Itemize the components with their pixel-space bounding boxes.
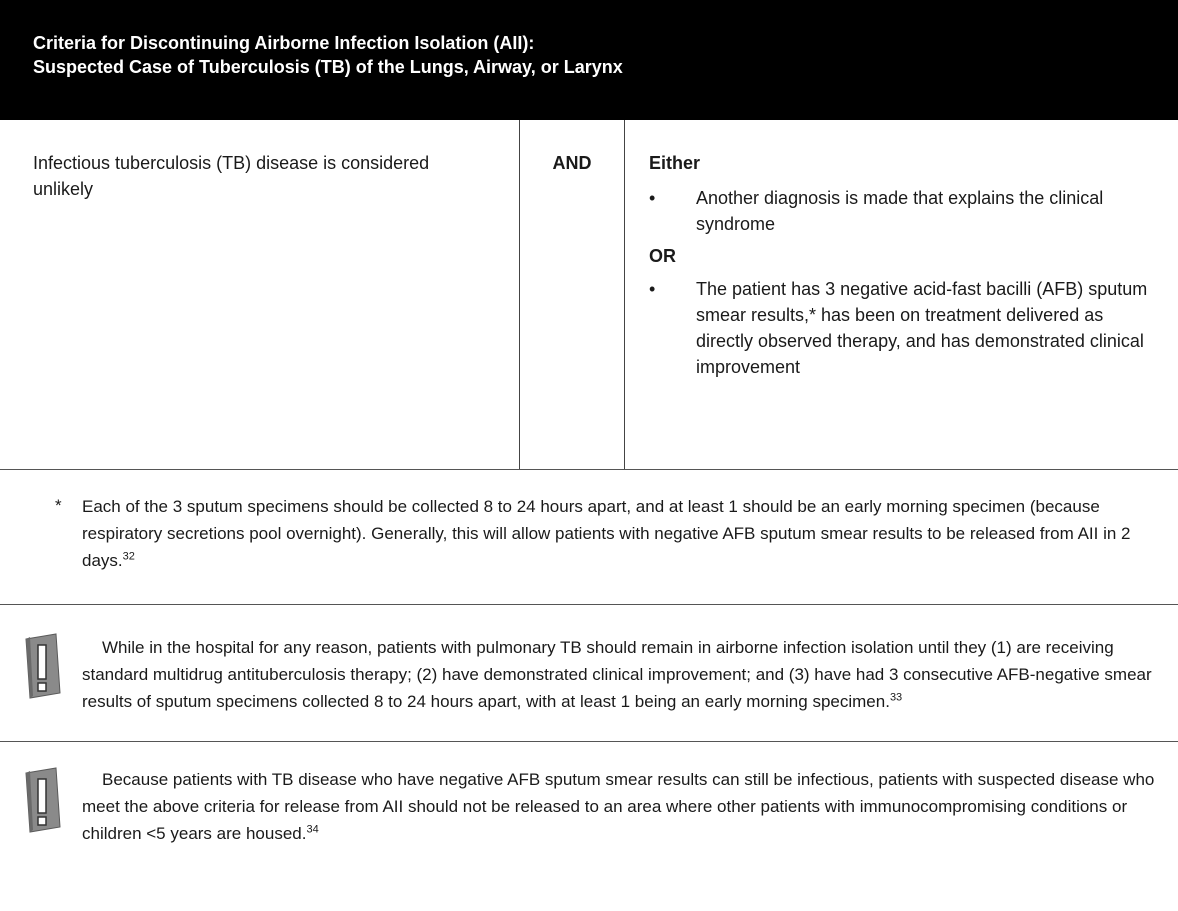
criteria-row <box>0 120 1178 470</box>
header-title-line2: Suspected Case of Tuberculosis (TB) of the Lungs, Airway, or Larynx <box>33 57 623 77</box>
criteria-bullet <box>649 185 1149 237</box>
bullet-text: Another diagnosis is made that explains the clinical syndrome <box>696 188 1104 234</box>
exclamation-warning-icon <box>24 633 62 699</box>
note-body: Because patients with TB disease who have negative AFB sputum smear results can still be infectious, patients with suspected disease who meet the above criteria for release from AII should not be released to an area where other patients with immunocompromising conditions or children <5 years are housed. <box>82 770 1155 843</box>
bullet-dot: • <box>649 188 656 208</box>
header-title-line1: Criteria for Discontinuing Airborne Infection Isolation (AII): <box>33 33 535 53</box>
table-header <box>0 0 1178 120</box>
warning-note <box>0 743 1178 911</box>
criteria-options <box>649 150 1149 380</box>
criteria-condition: Infectious tuberculosis (TB) disease is considered unlikely <box>33 153 430 199</box>
bullet-dot: • <box>649 279 656 299</box>
footnote-body: Each of the 3 sputum specimens should be collected 8 to 24 hours apart, and at least 1 should be an early morning specimen (because respiratory secretions pool overnight). Generally, this will allow patients with negative AFB sputum smear results to be released from AII in 2 days. <box>82 497 1131 570</box>
warning-note <box>0 606 1178 742</box>
note-reference: 34 <box>306 823 319 836</box>
column-divider <box>624 120 625 469</box>
note-reference: 33 <box>889 691 903 704</box>
note-text <box>82 766 1167 847</box>
bullet-text: The patient has 3 negative acid-fast bacilli (AFB) sputum smear results,* has been on treatment delivered as directly observed therapy, and has demonstrated clinical improvement <box>696 279 1148 377</box>
footnote <box>0 470 1178 605</box>
exclamation-warning-icon <box>24 767 62 833</box>
note-text <box>82 634 1167 715</box>
footnote-text <box>82 493 1162 574</box>
note-body: While in the hospital for any reason, patients with pulmonary TB should remain in airborne infection isolation until they (1) are receiving standard multidrug antituberculosis therapy; (2) have demonstrated clinical improvement; and (3) have had 3 consecutive AFB-negative smear results of sputum specimens collected 8 to 24 hours apart, with at least 1 being an early morning specimen. <box>82 638 1152 711</box>
criteria-bullet <box>649 276 1149 380</box>
footnote-marker: * <box>55 496 62 515</box>
criteria-connector: AND <box>552 153 592 173</box>
or-label: OR <box>649 246 676 266</box>
either-label: Either <box>649 153 701 173</box>
footnote-reference: 32 <box>122 550 135 563</box>
